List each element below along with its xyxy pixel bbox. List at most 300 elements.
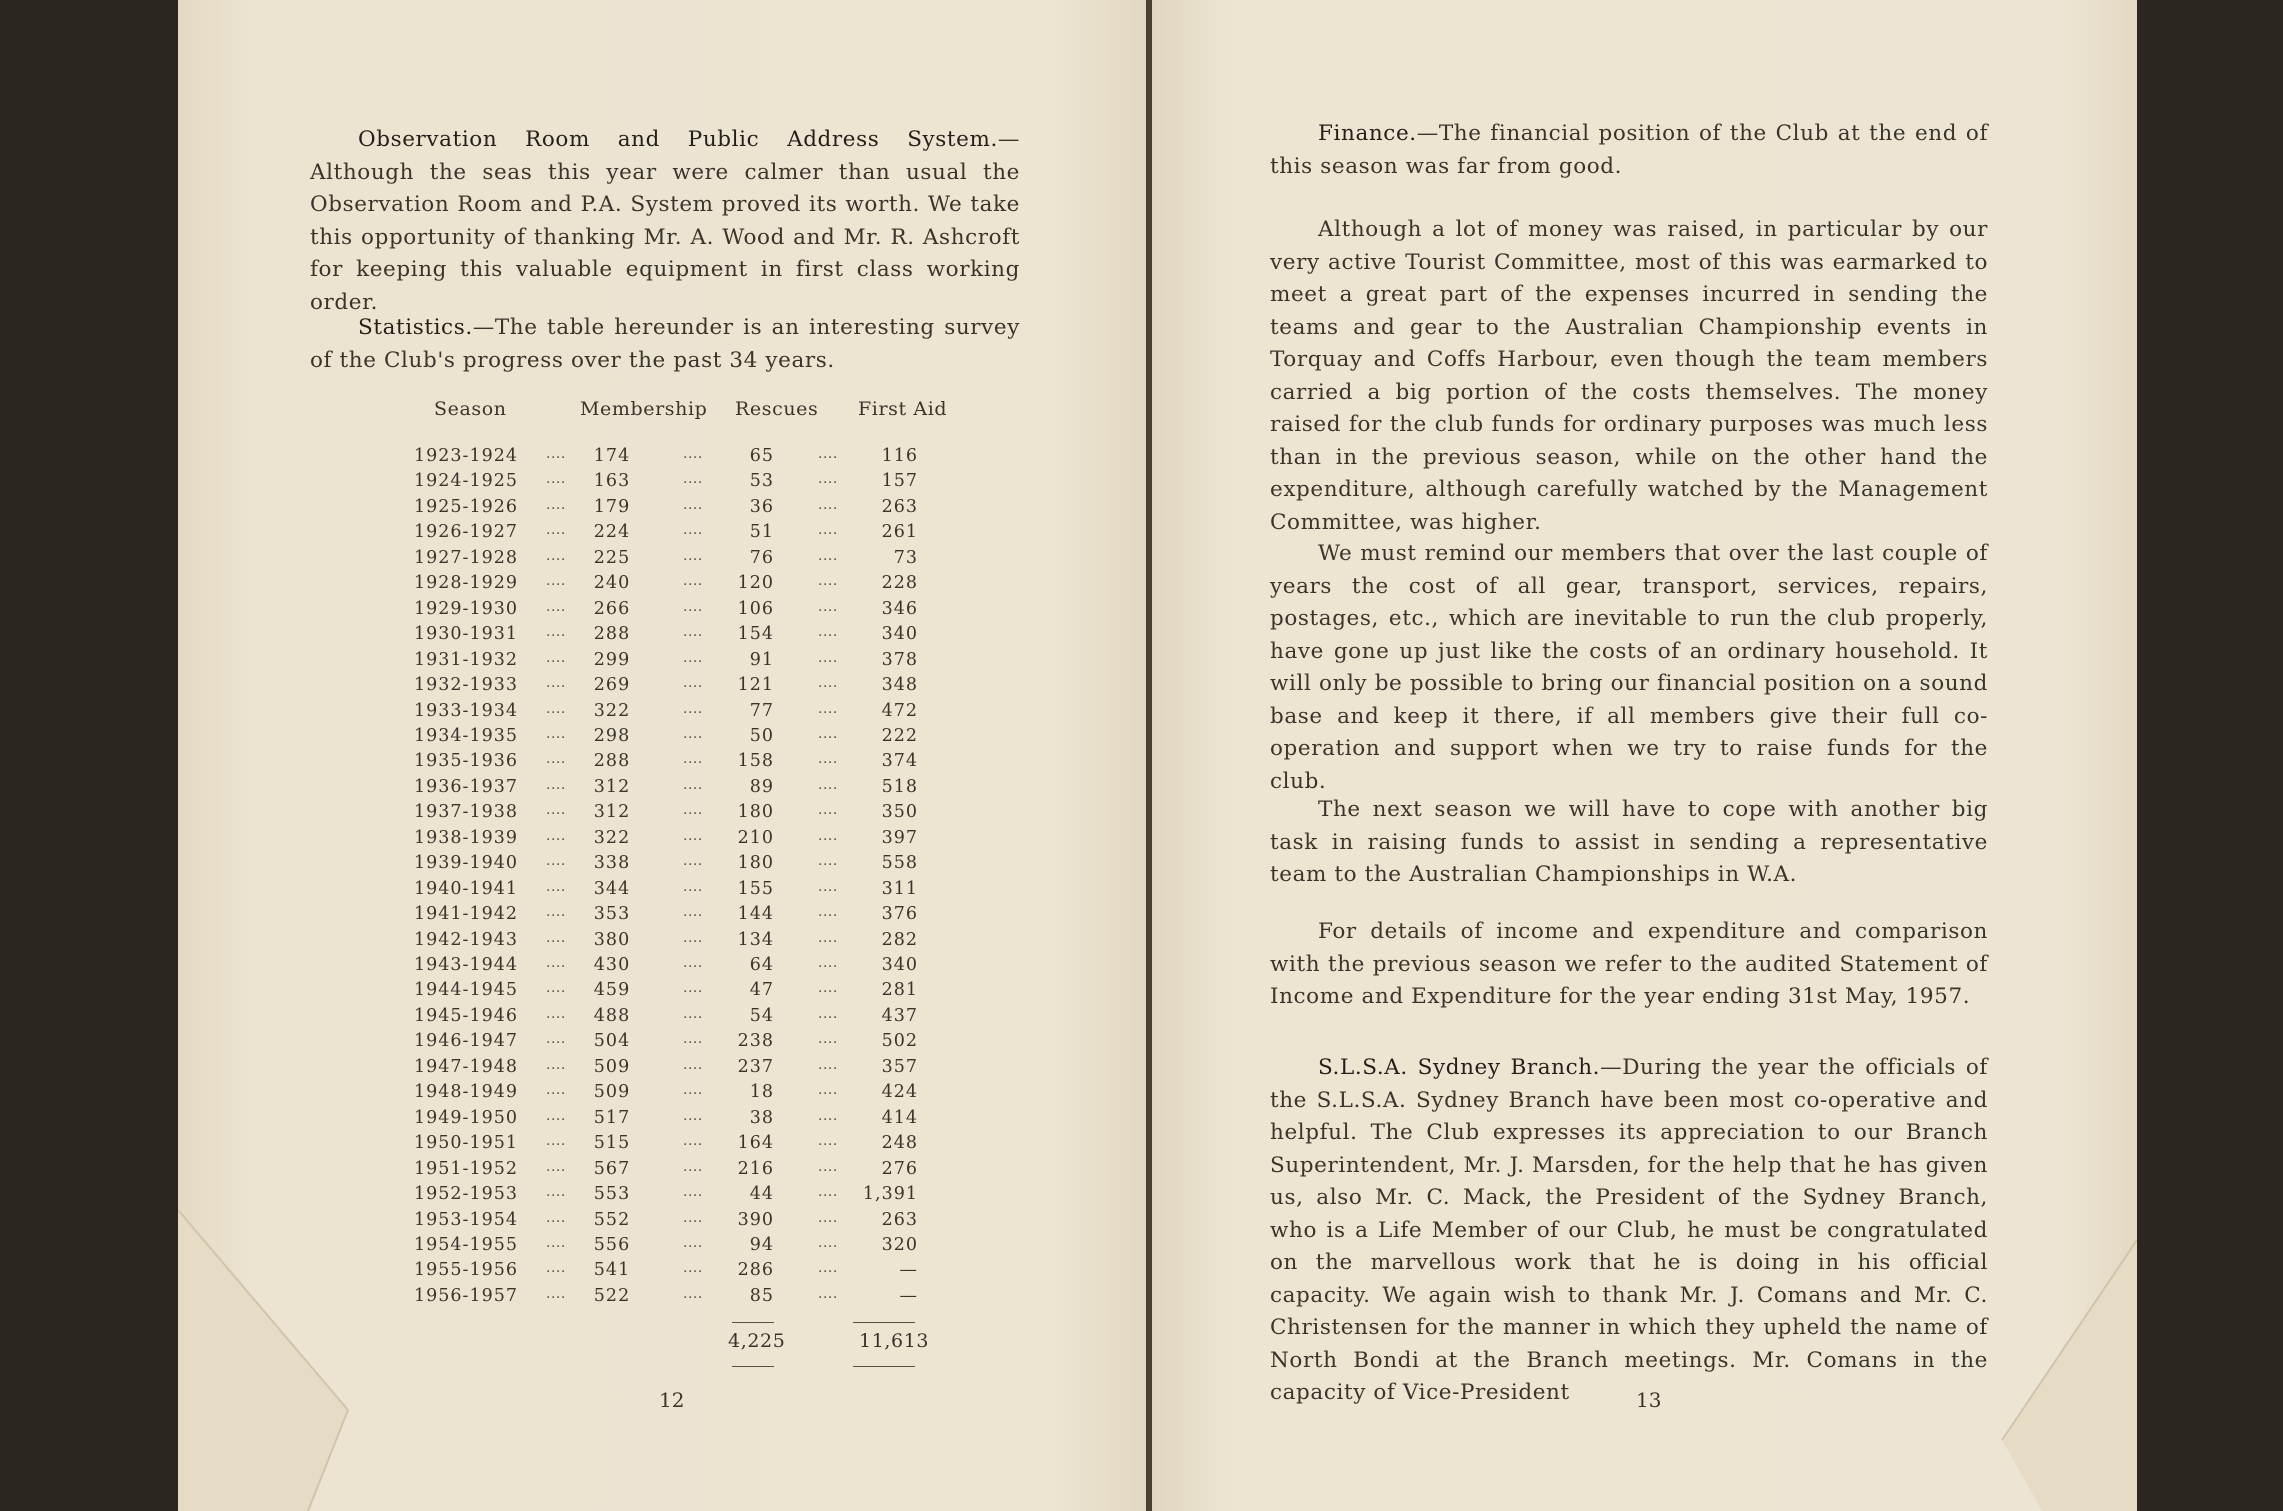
leader-dots: ....: [546, 598, 566, 615]
first-aid-cell: 350: [881, 802, 918, 823]
leader-dots: ....: [818, 827, 838, 844]
finance-body: —The financial position of the Club at the end of this season was far from good.: [1270, 121, 1988, 179]
first-aid-cell: —: [899, 1260, 918, 1281]
first-aid-cell: 502: [881, 1031, 918, 1052]
total-rule-bottom-first-aid: [853, 1366, 915, 1367]
rescues-cell: 216: [737, 1158, 774, 1179]
membership-cell: 322: [593, 827, 631, 848]
leader-dots: ....: [683, 700, 703, 717]
rescues-cell: 164: [737, 1133, 774, 1154]
season-cell: 1925-1926: [414, 496, 518, 517]
total-rescues: 4,225: [728, 1330, 786, 1352]
membership-cell: 298: [593, 725, 631, 746]
season-cell: 1946-1947: [414, 1031, 518, 1052]
statement-paragraph: For details of income and expenditure and comparison with the previous season we refer to the audited Statement of Income and Expenditure for the year ending 31st May, 1957.: [1270, 919, 1988, 1009]
membership-cell: 488: [593, 1005, 631, 1026]
season-cell: 1940-1941: [414, 878, 518, 899]
rescues-cell: 76: [749, 547, 774, 568]
membership-cell: 179: [593, 496, 631, 517]
rescues-cell: 85: [749, 1285, 774, 1306]
leader-dots: ....: [546, 878, 566, 895]
season-cell: 1939-1940: [414, 853, 518, 874]
left-page: [178, 0, 1148, 1511]
leader-dots: ....: [546, 547, 566, 564]
leader-dots: ....: [683, 751, 703, 768]
membership-cell: 338: [593, 853, 631, 874]
leader-dots: ....: [683, 878, 703, 895]
table-row: [178, 471, 1148, 496]
rescues-cell: 94: [749, 1234, 774, 1255]
season-cell: 1926-1927: [414, 522, 518, 543]
leader-dots: ....: [546, 1209, 566, 1226]
leader-dots: ....: [683, 471, 703, 488]
rescues-cell: 47: [749, 980, 774, 1001]
membership-cell: 322: [593, 700, 631, 721]
membership-cell: 459: [593, 980, 631, 1001]
leader-dots: ....: [818, 751, 838, 768]
corner-fold-left: [178, 1210, 358, 1511]
season-cell: 1928-1929: [414, 573, 518, 594]
table-row: [178, 930, 1148, 955]
season-cell: 1924-1925: [414, 471, 518, 492]
membership-cell: 288: [593, 751, 631, 772]
leader-dots: ....: [818, 649, 838, 666]
membership-cell: 504: [593, 1031, 631, 1052]
leader-dots: ....: [683, 496, 703, 513]
rescues-cell: 144: [737, 904, 774, 925]
leader-dots: ....: [546, 1285, 566, 1302]
season-cell: 1956-1957: [414, 1285, 518, 1306]
leader-dots: ....: [546, 751, 566, 768]
rescues-cell: 134: [737, 929, 774, 950]
leader-dots: ....: [818, 1260, 838, 1277]
leader-dots: ....: [546, 471, 566, 488]
leader-dots: ....: [683, 1056, 703, 1073]
membership-cell: 312: [593, 776, 631, 797]
header-membership: Membership: [580, 398, 708, 420]
first-aid-cell: 281: [881, 980, 918, 1001]
leader-dots: ....: [818, 598, 838, 615]
finance-paragraph: [1270, 118, 1988, 183]
table-row: [178, 777, 1148, 802]
table-row: [178, 904, 1148, 929]
first-aid-cell: 157: [881, 471, 918, 492]
table-row: [178, 548, 1148, 573]
rescues-cell: 238: [737, 1031, 774, 1052]
leader-dots: ....: [546, 776, 566, 793]
season-cell: 1923-1924: [414, 446, 518, 466]
leader-dots: ....: [546, 1005, 566, 1022]
leader-dots: ....: [546, 1107, 566, 1124]
season-cell: 1949-1950: [414, 1107, 518, 1128]
membership-cell: 240: [593, 573, 631, 594]
leader-dots: ....: [683, 802, 703, 819]
table-row: [178, 1184, 1148, 1209]
first-aid-cell: 311: [881, 878, 918, 899]
leader-dots: ....: [546, 1133, 566, 1150]
leader-dots: ....: [818, 1285, 838, 1302]
leader-dots: ....: [818, 675, 838, 692]
rescues-cell: 38: [749, 1107, 774, 1128]
next-season-paragraph: The next season we will have to cope with another big task in raising funds to assist in sending a representative team to the Australian Championships in W.A.: [1270, 797, 1988, 887]
rescues-cell: 286: [737, 1260, 774, 1281]
leader-dots: ....: [546, 446, 566, 462]
first-aid-cell: 73: [893, 547, 918, 568]
rescues-cell: 77: [749, 700, 774, 721]
membership-cell: 522: [593, 1285, 631, 1306]
rescues-cell: 89: [749, 776, 774, 797]
rescues-cell: 36: [749, 496, 774, 517]
leader-dots: ....: [683, 776, 703, 793]
leader-dots: ....: [683, 1285, 703, 1302]
leader-dots: ....: [546, 853, 566, 870]
leader-dots: ....: [818, 955, 838, 971]
leader-dots: ....: [818, 547, 838, 564]
leader-dots: ....: [683, 547, 703, 564]
leader-dots: ....: [546, 496, 566, 513]
leader-dots: ....: [546, 827, 566, 844]
table-row: [178, 828, 1148, 853]
rescues-cell: 210: [737, 827, 774, 848]
first-aid-cell: 228: [881, 573, 918, 594]
table-row: [178, 1082, 1148, 1107]
first-aid-cell: 263: [881, 1209, 918, 1230]
rescues-cell: 65: [749, 446, 774, 466]
leader-dots: ....: [546, 1260, 566, 1277]
season-cell: 1932-1933: [414, 675, 518, 696]
leader-dots: ....: [546, 955, 566, 971]
leader-dots: ....: [818, 725, 838, 742]
finance-heading: Finance.: [1318, 121, 1417, 146]
first-aid-cell: 116: [881, 446, 918, 466]
membership-cell: 344: [593, 878, 631, 899]
leader-dots: ....: [683, 929, 703, 946]
leader-dots: ....: [818, 1209, 838, 1226]
table-row: [178, 853, 1148, 878]
season-cell: 1935-1936: [414, 751, 518, 772]
rescues-cell: 91: [749, 649, 774, 670]
season-cell: 1947-1948: [414, 1056, 518, 1077]
season-cell: 1938-1939: [414, 827, 518, 848]
first-aid-cell: —: [899, 1285, 918, 1306]
leader-dots: ....: [818, 1107, 838, 1124]
leader-dots: ....: [818, 624, 838, 641]
first-aid-cell: 424: [881, 1082, 918, 1103]
leader-dots: ....: [818, 1133, 838, 1150]
corner-fold-right: [1982, 1240, 2137, 1511]
rescues-cell: 64: [749, 955, 774, 975]
statistics-paragraph: [310, 312, 1020, 377]
rescues-cell: 180: [737, 853, 774, 874]
leader-dots: ....: [683, 1260, 703, 1277]
season-cell: 1945-1946: [414, 1005, 518, 1026]
membership-cell: 517: [593, 1107, 631, 1128]
first-aid-cell: 348: [881, 675, 918, 696]
leader-dots: ....: [546, 649, 566, 666]
first-aid-cell: 1,391: [862, 1184, 918, 1205]
table-row: [178, 1159, 1148, 1184]
season-cell: 1930-1931: [414, 624, 518, 645]
membership-cell: 509: [593, 1056, 631, 1077]
leader-dots: ....: [683, 1005, 703, 1022]
table-row: [178, 675, 1148, 700]
leader-dots: ....: [683, 827, 703, 844]
leader-dots: ....: [818, 1158, 838, 1175]
membership-cell: 515: [593, 1133, 631, 1154]
season-cell: 1931-1932: [414, 649, 518, 670]
leader-dots: ....: [546, 980, 566, 997]
slsa-body: —During the year the officials of the S.L.S.A. Sydney Branch have been most co-operative and helpful. The Club expresses its appreciation to our Branch Superintendent, Mr. J. Marsden, for the help that he has given us, also Mr. C. Mack, the President of the Sydney Branch, who is a Life Member of our Club, he must be congratulated on the marvellous work that he is doing in his official capacity. We again wish to thank Mr. J. Comans and Mr. C. Christensen for the manner in which they upheld the name of North Bondi at the Branch meetings. Mr. Comans in the capacity of Vice-President: [1270, 1055, 1988, 1405]
first-aid-cell: 558: [881, 853, 918, 874]
leader-dots: ....: [546, 675, 566, 692]
table-row: [178, 701, 1148, 726]
table-row: [178, 599, 1148, 624]
total-first-aid: 11,613: [859, 1330, 930, 1352]
season-cell: 1933-1934: [414, 700, 518, 721]
leader-dots: ....: [683, 955, 703, 971]
leader-dots: ....: [546, 573, 566, 590]
leader-dots: ....: [683, 1209, 703, 1226]
page-number-right: 13: [1636, 1388, 1662, 1412]
leader-dots: ....: [818, 1005, 838, 1022]
leader-dots: ....: [546, 522, 566, 539]
observation-paragraph: [310, 124, 1020, 319]
first-aid-cell: 437: [881, 1005, 918, 1026]
season-cell: 1927-1928: [414, 547, 518, 568]
first-aid-cell: 414: [881, 1107, 918, 1128]
table-row: [178, 522, 1148, 547]
leader-dots: ....: [818, 1184, 838, 1201]
first-aid-cell: 263: [881, 496, 918, 517]
membership-cell: 509: [593, 1082, 631, 1103]
rescues-cell: 120: [737, 573, 774, 594]
table-row: [178, 879, 1148, 904]
leader-dots: ....: [546, 1184, 566, 1201]
leader-dots: ....: [818, 1082, 838, 1099]
leader-dots: ....: [683, 1082, 703, 1099]
header-season: Season: [434, 398, 507, 420]
membership-cell: 299: [593, 649, 631, 670]
leader-dots: ....: [683, 1158, 703, 1175]
rescues-cell: 158: [737, 751, 774, 772]
first-aid-cell: 261: [881, 522, 918, 543]
leader-dots: ....: [818, 471, 838, 488]
table-row: [178, 751, 1148, 776]
rescues-cell: 121: [737, 675, 774, 696]
season-cell: 1952-1953: [414, 1184, 518, 1205]
membership-cell: 225: [593, 547, 631, 568]
membership-cell: 430: [593, 955, 631, 975]
total-rule-top-first-aid: [853, 1322, 915, 1323]
table-row: [178, 1133, 1148, 1158]
first-aid-cell: 276: [881, 1158, 918, 1179]
table-row: [178, 1031, 1148, 1056]
season-cell: 1955-1956: [414, 1260, 518, 1281]
leader-dots: ....: [818, 522, 838, 539]
leader-dots: ....: [818, 904, 838, 921]
first-aid-cell: 376: [881, 904, 918, 925]
season-cell: 1942-1943: [414, 929, 518, 950]
leader-dots: ....: [546, 929, 566, 946]
season-cell: 1954-1955: [414, 1234, 518, 1255]
rescues-cell: 50: [749, 725, 774, 746]
first-aid-cell: 222: [881, 725, 918, 746]
rescues-cell: 44: [749, 1184, 774, 1205]
observation-body: —Although the seas this year were calmer than usual the Observation Room and P.A. System proved its worth. We take this opportunity of thanking Mr. A. Wood and Mr. R. Ashcroft for keeping this valuable equipment in first class working order.: [310, 127, 1020, 315]
season-cell: 1934-1935: [414, 725, 518, 746]
leader-dots: ....: [683, 446, 703, 462]
leader-dots: ....: [818, 776, 838, 793]
leader-dots: ....: [683, 904, 703, 921]
membership-cell: 553: [593, 1184, 631, 1205]
leader-dots: ....: [683, 649, 703, 666]
leader-dots: ....: [683, 1031, 703, 1048]
finance-detail-paragraph: Although a lot of money was raised, in particular by our very active Tourist Committee, most of this was earmarked to meet a great part of the expenses incurred in sending the teams and gear to the Australian Championship events in Torquay and Coffs Harbour, even though the team members carried a big portion of the costs themselves. The money raised for the club funds for ordinary purposes was much less than in the previous season, while on the other hand the expenditure, although carefully watched by the Management Committee, was higher.: [1270, 217, 1988, 535]
header-rescues: Rescues: [735, 398, 819, 420]
rescues-cell: 54: [749, 1005, 774, 1026]
table-row: [178, 980, 1148, 1005]
membership-cell: 567: [593, 1158, 631, 1179]
slsa-heading: S.L.S.A. Sydney Branch.: [1318, 1055, 1601, 1080]
membership-cell: 269: [593, 675, 631, 696]
first-aid-cell: 378: [881, 649, 918, 670]
season-cell: 1943-1944: [414, 955, 518, 975]
leader-dots: ....: [546, 1031, 566, 1048]
rescues-cell: 237: [737, 1056, 774, 1077]
observation-heading: Observation Room and Public Address System.: [358, 127, 998, 152]
leader-dots: ....: [818, 853, 838, 870]
leader-dots: ....: [683, 1107, 703, 1124]
first-aid-cell: 397: [881, 827, 918, 848]
membership-cell: 288: [593, 624, 631, 645]
table-row: [178, 650, 1148, 675]
leader-dots: ....: [818, 929, 838, 946]
slsa-paragraph: [1270, 1052, 1988, 1410]
leader-dots: ....: [683, 675, 703, 692]
leader-dots: ....: [818, 1056, 838, 1073]
table-row: [178, 1006, 1148, 1031]
table-row: [178, 624, 1148, 649]
table-row: [178, 1108, 1148, 1133]
first-aid-cell: 282: [881, 929, 918, 950]
table-row: [178, 573, 1148, 598]
right-page: [1152, 0, 2137, 1511]
leader-dots: ....: [683, 522, 703, 539]
first-aid-cell: 346: [881, 598, 918, 619]
leader-dots: ....: [818, 1031, 838, 1048]
leader-dots: ....: [546, 725, 566, 742]
first-aid-cell: 518: [881, 776, 918, 797]
membership-cell: 174: [593, 446, 631, 466]
leader-dots: ....: [683, 1133, 703, 1150]
leader-dots: ....: [546, 1234, 566, 1251]
statistics-body: —The table hereunder is an interesting survey of the Club's progress over the past 34 years.: [310, 315, 1020, 373]
leader-dots: ....: [818, 700, 838, 717]
leader-dots: ....: [546, 904, 566, 921]
rescues-cell: 51: [749, 522, 774, 543]
leader-dots: ....: [683, 980, 703, 997]
first-aid-cell: 357: [881, 1056, 918, 1077]
leader-dots: ....: [818, 496, 838, 513]
season-cell: 1948-1949: [414, 1082, 518, 1103]
leader-dots: ....: [683, 573, 703, 590]
first-aid-cell: 340: [881, 955, 918, 975]
table-row: [178, 1057, 1148, 1082]
costs-paragraph: We must remind our members that over the last couple of years the cost of all gear, transport, services, repairs, postages, etc., which are inevitable to run the club properly, have gone up just like the costs of an ordinary household. It will only be possible to bring our financial position on a sound base and keep it there, if all members give their full co-operation and support when we try to raise funds for the club.: [1270, 541, 1988, 794]
rescues-cell: 18: [749, 1082, 774, 1103]
table-row: [178, 446, 1148, 471]
rescues-cell: 180: [737, 802, 774, 823]
membership-cell: 380: [593, 929, 631, 950]
leader-dots: ....: [683, 853, 703, 870]
season-cell: 1953-1954: [414, 1209, 518, 1230]
total-rule-bottom-rescues: [732, 1366, 774, 1367]
rescues-cell: 155: [737, 878, 774, 899]
membership-cell: 353: [593, 904, 631, 925]
first-aid-cell: 320: [881, 1234, 918, 1255]
leader-dots: ....: [683, 725, 703, 742]
season-cell: 1937-1938: [414, 802, 518, 823]
season-cell: 1941-1942: [414, 904, 518, 925]
table-row: [178, 802, 1148, 827]
first-aid-cell: 472: [881, 700, 918, 721]
leader-dots: ....: [683, 598, 703, 615]
leader-dots: ....: [818, 878, 838, 895]
first-aid-cell: 340: [881, 624, 918, 645]
membership-cell: 163: [593, 471, 631, 492]
total-rule-top-rescues: [732, 1322, 774, 1323]
season-cell: 1944-1945: [414, 980, 518, 1001]
statistics-heading: Statistics.: [358, 315, 473, 340]
leader-dots: ....: [818, 802, 838, 819]
leader-dots: ....: [683, 624, 703, 641]
leader-dots: ....: [818, 1234, 838, 1251]
leader-dots: ....: [546, 1158, 566, 1175]
leader-dots: ....: [546, 1056, 566, 1073]
season-cell: 1936-1937: [414, 776, 518, 797]
membership-cell: 552: [593, 1209, 631, 1230]
leader-dots: ....: [683, 1234, 703, 1251]
leader-dots: ....: [818, 980, 838, 997]
season-cell: 1951-1952: [414, 1158, 518, 1179]
rescues-cell: 53: [749, 471, 774, 492]
first-aid-cell: 374: [881, 751, 918, 772]
page-number-left: 12: [659, 1388, 685, 1412]
membership-cell: 224: [593, 522, 631, 543]
table-row: [178, 955, 1148, 980]
leader-dots: ....: [818, 446, 838, 462]
rescues-cell: 106: [737, 598, 774, 619]
leader-dots: ....: [546, 624, 566, 641]
first-aid-cell: 248: [881, 1133, 918, 1154]
membership-cell: 556: [593, 1234, 631, 1255]
header-first-aid: First Aid: [858, 398, 948, 420]
rescues-cell: 390: [737, 1209, 774, 1230]
leader-dots: ....: [818, 573, 838, 590]
leader-dots: ....: [546, 700, 566, 717]
table-row: [178, 497, 1148, 522]
membership-cell: 312: [593, 802, 631, 823]
leader-dots: ....: [546, 1082, 566, 1099]
table-row: [178, 726, 1148, 751]
rescues-cell: 154: [737, 624, 774, 645]
membership-cell: 266: [593, 598, 631, 619]
season-cell: 1929-1930: [414, 598, 518, 619]
leader-dots: ....: [546, 802, 566, 819]
season-cell: 1950-1951: [414, 1133, 518, 1154]
membership-cell: 541: [593, 1260, 631, 1281]
leader-dots: ....: [683, 1184, 703, 1201]
